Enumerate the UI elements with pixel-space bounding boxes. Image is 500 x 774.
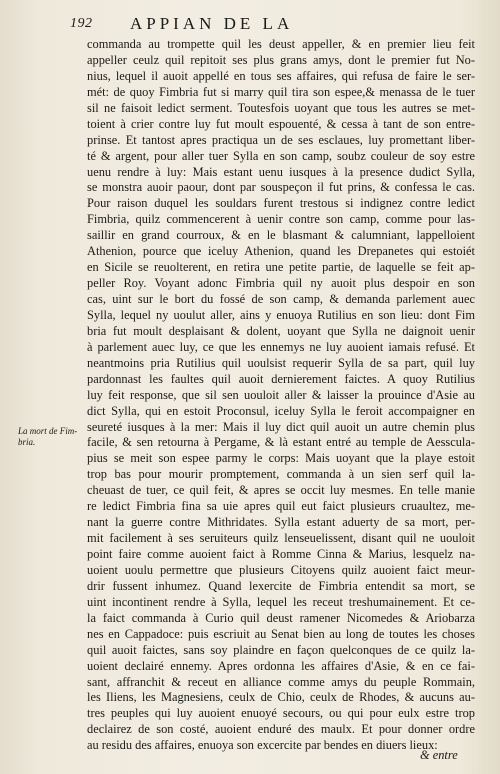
text-line: neantmoins pria Rutilius quil uoulsist requerir Sylla de sa part, quil luy <box>87 355 475 370</box>
body-text <box>87 37 475 754</box>
text-line: uenu rendre à luy: Mais estant uenu iusques à la presence dudict Sylla, <box>87 164 475 179</box>
text-line: té & argent, pour aller tuer Sylla en son camp, soubz couleur de soy estre <box>87 148 475 163</box>
text-line: prinse. Et tantost apres practiqua un de ses esclaues, luy promettant liber- <box>87 132 475 147</box>
text-line: toient à crier contre luy fut moult espouenté, & cessa à tant de son entre- <box>87 116 475 131</box>
text-line: peller Roy. Voyant adonc Fimbria quil ny auoit plus despoir en son <box>87 276 475 291</box>
text-line: Sylla, lequel ny uoulut aller, ains y enuoya Rutilius en son lieu: dont Fim <box>87 307 475 322</box>
text-line: se monstra auoir paour, dont par souspeçon il fut prins, & confessa le cas. <box>87 180 475 195</box>
text-line: la faict commanda à Curio quil deust ramener Nicomedes & Ariobarza <box>87 610 475 625</box>
text-line: facile, & sen retourna à Pergame, & là estant entré au temple de Aesscula- <box>87 435 475 450</box>
text-line: tres peuples qui luy auoient enuoyé secours, ou qui pour eulx estre trop <box>87 706 475 721</box>
text-line: re ledict Fimbria fina sa uie apres quil eut faict plusieurs cruaultez, me- <box>87 499 475 514</box>
text-line: pius se meit son espee parmy le corps: Mais uoyant que la playe estoit <box>87 451 475 466</box>
text-line: luy feit response, que sil sen uouloit aller & laisser la prouince d'Asie au <box>87 387 475 402</box>
text-line: Athenion, pource que iceluy Athenion, quand les Drepanetes qui estoiét <box>87 244 475 259</box>
text-line: nes en Cappadoce: puis escriuit au Senat bien au long de toutes les choses <box>87 626 475 641</box>
margin-note <box>18 426 88 448</box>
text-line: nant la guerre contre Mithridates. Sylla estant aduerty de sa mort, per- <box>87 515 475 530</box>
text-line: drir fussent inhumez. Quand lexercite de Fimbria entendit sa mort, se <box>87 578 475 593</box>
text-line: dict Sylla, qui en estoit Proconsul, iceluy Sylla le feroit accompaigner en <box>87 403 475 418</box>
text-line: uoient uoulu permettre que plusieurs Citoyens quilz auoient faict meur- <box>87 562 475 577</box>
text-line: nius, lequel il auoit appellé en tous ses affaires, qui refusa de faire le ser- <box>87 68 475 83</box>
text-line: trop bas pour mourir promptement, commanda à un sien serf quil la- <box>87 467 475 482</box>
margin-note-line: La mort de Fim- <box>18 426 78 436</box>
text-line: en Sicile se reuolterent, en retira une petite partie, de laquelle se feit ap- <box>87 260 475 275</box>
text-line: mit facilement à ses seruiteurs quilz lenseuelissent, disant quil ne uouloit <box>87 531 475 546</box>
margin-note-line: bria. <box>18 437 36 447</box>
text-line: Pour raison duquel les souldars furent trestous si indignez contre ledict <box>87 196 475 211</box>
text-line: cheuast de tuer, ce quil feit, & apres se occit luy mesmes. En telle manie <box>87 483 475 498</box>
page-header <box>70 14 480 36</box>
text-line: à parlement auec luy, ce que les ennemys ne luy auoient iamais refusé. Et <box>87 339 475 354</box>
text-line: mét: de quoy Fimbria fut si marry quil tira son espee,& menassa de le tuer <box>87 84 475 99</box>
text-line: uint incontinent rendre à Sylla, lequel les receut treshumainement. Et ce- <box>87 594 475 609</box>
text-line: bria fut moult desplaisant & dolent, uoyant que Sylla ne daignoit uenir <box>87 323 475 338</box>
text-line: les Iliens, les Magnesiens, ceulx de Chio, ceulx de Rhodes, & aucuns au- <box>87 690 475 705</box>
text-line: point faire comme auoient faict à Romme Cinna & Marius, lesquelz na- <box>87 547 475 561</box>
text-line: quil auoit faictes, sans soy plaindre en façon quelconques de ce quilz la- <box>87 642 475 657</box>
text-line: seureté iusques à la mer: Mais il luy dict quil auoit un autre chemin plus <box>87 419 475 434</box>
text-line: pardonnast les faultes quil auoit dernierement faictes. A quoy Rutilius <box>87 371 475 386</box>
text-line: cas, uint sur le bort du fossé de son camp, & demanda parlement auec <box>87 292 475 306</box>
text-line: uoient declairé ennemy. Apres ordonna les affaires d'Asie, & en ce fai- <box>87 658 475 673</box>
text-line: commanda au trompette quil les deust appeller, & en premier lieu feit <box>87 37 475 51</box>
page-number: 192 <box>70 16 93 31</box>
running-title: APPIAN DE LA <box>130 14 294 33</box>
text-line: saillir en grand courroux, & en le blasmant & calumniant, lappelloient <box>87 228 475 243</box>
text-line: au residu des affaires, enuoya son excercite par bendes en diuers lieux: <box>87 738 438 753</box>
catchword: & entre <box>420 748 458 762</box>
text-line: sil ne faisoit ledict serment. Toutesfois uoyant que tous les autres se met- <box>87 100 475 115</box>
text-line: declairez de son costé, auoient enduré des maulx. Et pour donner ordre <box>87 722 475 737</box>
text-line: sant, affranchit & receut en alliance comme amys du peuple Rommain, <box>87 674 475 689</box>
text-line: Fimbria, quilz commencerent à uenir contre son camp, comme pour las- <box>87 212 475 227</box>
text-line: appeller ceulz quil repitoit ses plus grans amys, dont le premier fut No- <box>87 52 475 67</box>
